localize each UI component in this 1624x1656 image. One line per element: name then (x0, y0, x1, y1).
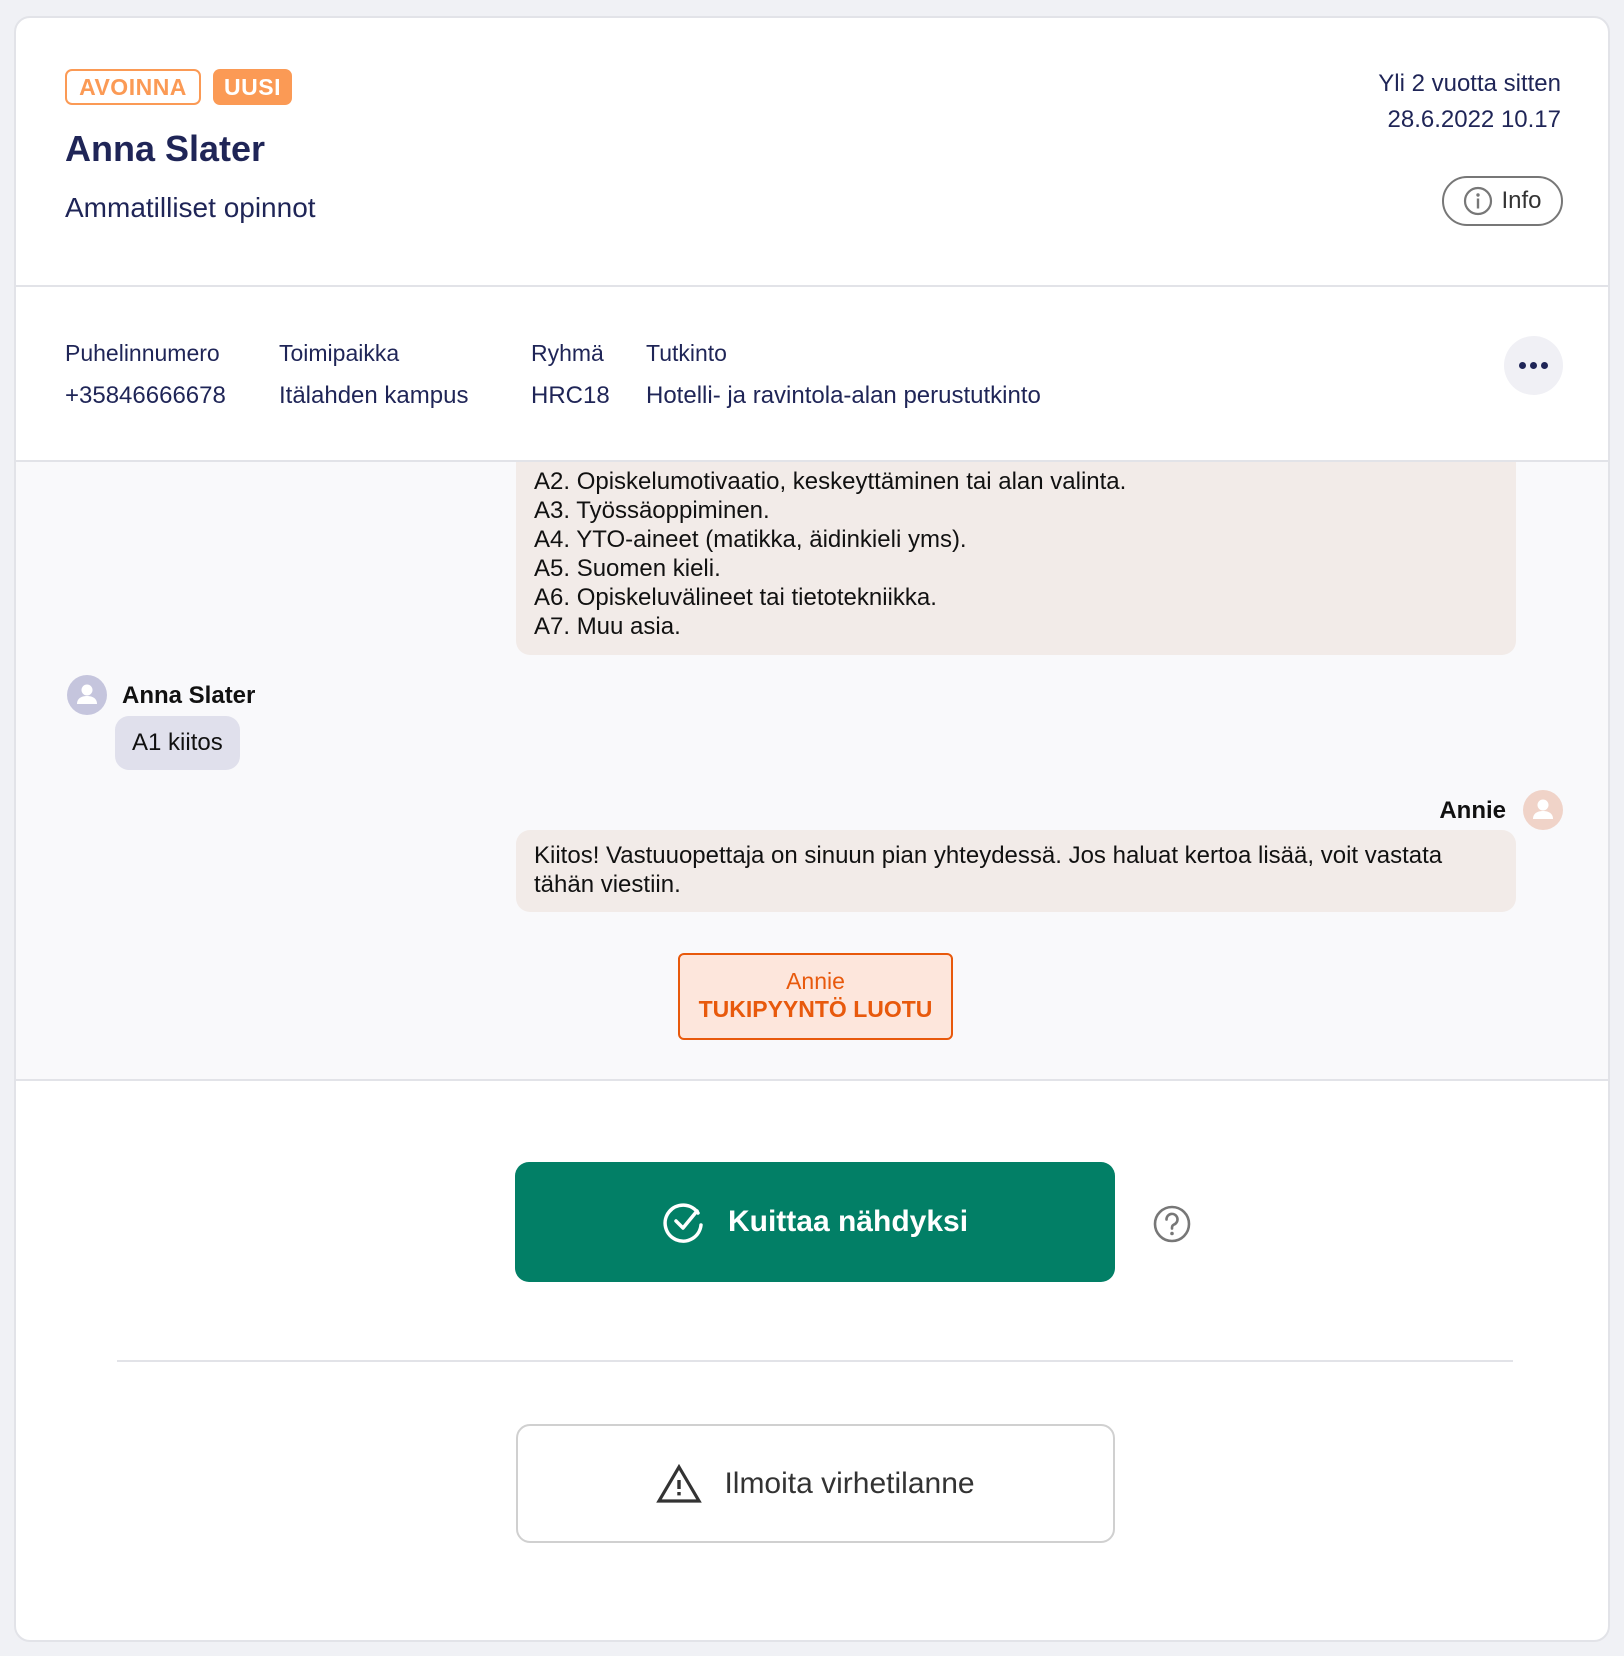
more-options-button[interactable] (1504, 336, 1563, 395)
option-line: A6. Opiskeluvälineet tai tietotekniikka. (534, 584, 937, 611)
chat-thread[interactable] (16, 462, 1608, 1080)
bot-message: Kiitos! Vastuuopettaja on sinuun pian yhteydessä. Jos haluat kertoa lisää, voit vastata tähän viestiin. (516, 830, 1516, 912)
location-label: Toimipaikka (279, 340, 400, 366)
student-name: Anna Slater (65, 128, 266, 169)
option-line: A3. Työssäoppiminen. (534, 497, 770, 524)
event-text: TUKIPYYNTÖ LUOTU (698, 996, 933, 1022)
option-line: A2. Opiskelumotivaatio, keskeyttäminen tai alan valinta. (534, 468, 1127, 495)
phone-value: +35846666678 (65, 382, 226, 409)
dot-icon (1541, 362, 1548, 369)
bot-options-message (516, 462, 1516, 655)
option-line: A4. YTO-aineet (matikka, äidinkieli yms). (534, 526, 967, 553)
person-icon (1523, 790, 1563, 830)
person-icon (67, 675, 107, 715)
info-button[interactable] (1442, 176, 1563, 226)
dot-icon (1519, 362, 1526, 369)
degree-label: Tutkinto (646, 340, 727, 366)
option-line: A7. Muu asia. (534, 613, 681, 640)
report-error-button[interactable] (516, 1424, 1115, 1543)
acknowledge-button[interactable] (515, 1162, 1115, 1282)
study-type: Ammatilliset opinnot (65, 192, 316, 223)
relative-time: Yli 2 vuotta sitten (1378, 70, 1561, 97)
degree-value: Hotelli- ja ravintola-alan perustutkinto (646, 382, 1041, 409)
group-label: Ryhmä (531, 340, 604, 366)
user-avatar (67, 675, 107, 715)
conversation-card (14, 16, 1610, 1642)
timestamp: 28.6.2022 10.17 (1387, 106, 1561, 133)
acknowledge-label: Kuittaa nähdyksi (727, 1205, 969, 1238)
check-circle-icon (662, 1200, 706, 1244)
location-value: Itälahden kampus (279, 382, 469, 409)
divider (16, 1079, 1608, 1081)
user-message: A1 kiitos (115, 716, 240, 770)
group-value: HRC18 (531, 382, 610, 409)
divider (16, 285, 1608, 287)
info-label: Info (1501, 187, 1542, 214)
divider (117, 1360, 1513, 1362)
event-actor: Annie (786, 968, 845, 994)
report-error-label: Ilmoita virhetilanne (724, 1466, 975, 1500)
phone-label: Puhelinnumero (65, 340, 220, 366)
option-line: A5. Suomen kieli. (534, 555, 721, 582)
status-badge-open: AVOINNA (65, 69, 201, 105)
info-icon (1463, 186, 1493, 216)
status-badge-new: UUSI (213, 69, 292, 105)
support-request-created-event (678, 953, 953, 1040)
bot-avatar (1523, 790, 1563, 830)
dot-icon (1530, 362, 1537, 369)
bot-name: Annie (1439, 797, 1506, 824)
help-icon[interactable] (1152, 1204, 1192, 1244)
warning-icon (656, 1464, 702, 1504)
user-name: Anna Slater (122, 682, 256, 709)
